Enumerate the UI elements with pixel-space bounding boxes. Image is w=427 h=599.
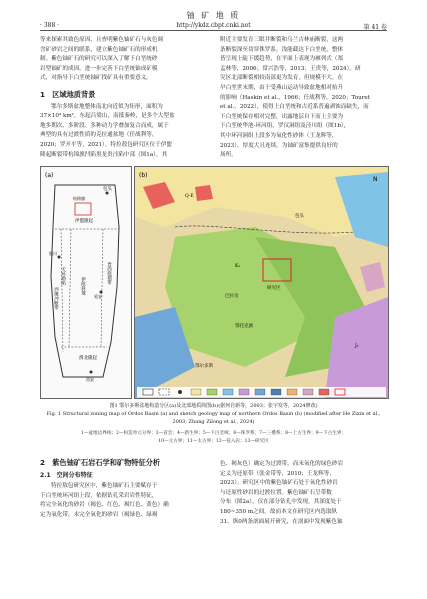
- right-line: 皆呈现上陡下缓趋势，在平面上表现为雁列式（郑: [220, 56, 344, 63]
- map-label: K₁: [235, 264, 241, 269]
- section-2-1-heading: 2.1 空间分布特征: [40, 471, 93, 479]
- right-line: 早白垩世末期，由于受燕山运动导致盆地相对抬升: [220, 84, 344, 91]
- section2-right-line: 180~350 m之间。故而本文在研究区内选取纵: [220, 508, 338, 515]
- section2-right-line: 与还原性砂岩的过渡位置。紫色铀矿石呈带数: [220, 489, 332, 496]
- right-line: 场所。: [220, 152, 237, 159]
- map-label: 渭北隆起: [79, 356, 97, 361]
- section1-line: 鄂尔多斯盆地整体南北向近似为矩形，面积为: [51, 103, 163, 110]
- section2-right-line: 2023）。研究区中的紫色铀矿石处于氧化性砂岩: [220, 480, 338, 487]
- right-line: 究区北部断裂相较南部更为发育，但规模不大。在: [220, 75, 344, 82]
- map-label: 天环坳陷: [60, 267, 66, 285]
- map-label: 西安: [86, 377, 94, 382]
- geology-sketch-map: [135, 167, 388, 398]
- right-line: 2023），厚度大且连续，为铀矿富集提供良好的: [220, 142, 338, 149]
- section1-line: 隆起断裂带杭锦旗凹陷黑龙贵洼陷中部（图1a），其: [40, 151, 168, 158]
- section1-line: 2020；罗开平等，2021）。特拉敖包研究区位于伊盟: [40, 141, 172, 148]
- section2-line: 特拉敖包研究区中，紫色铀矿石主要赋存于: [51, 483, 158, 490]
- right-column-bottom: [220, 460, 387, 527]
- legend-line-1: 1—盆地边界线；2—构造单元分界；3—省会；4—新生界；5—下白垩统；6—侏罗系；7—三叠系；8—上古生界；9—下古生界；: [80, 431, 347, 436]
- section2-right-line: 定义为还原带（张金带等，2010；王龙辉等，: [220, 470, 335, 477]
- map-label: 伊盟隆起: [75, 219, 93, 224]
- map-label: 包头: [295, 214, 304, 219]
- city-marker: [58, 256, 61, 259]
- page-number: · 388 ·: [40, 22, 60, 29]
- city-marker: [90, 371, 93, 374]
- section-2-heading: 2 紫色铀矿石岩石学和矿物特征分析: [40, 458, 161, 467]
- intro-line: 制。紫色铀矿石的研究可以深入了解下白垩统砂: [40, 56, 158, 63]
- section2-line: 定为氧化带，未完全氧化的砂岩（褐绿色、绿褐: [40, 511, 158, 518]
- map-label: 鄂尔多斯: [195, 364, 213, 369]
- panel-a-label: (a): [45, 172, 54, 179]
- intro-line: 等来探索其致色原因，且查明紫色铀矿石与灰色调: [40, 37, 164, 43]
- section1-line: 37×10⁴ km²，东起吕梁山，南抵秦岭，是多个大型盆: [40, 113, 175, 120]
- map-label: 西缘冲断带: [53, 287, 59, 310]
- figure-panel-a: [40, 166, 132, 399]
- section2-line: 下白垩统环河组上段，依据钻孔采岩岩性特征，: [40, 492, 158, 499]
- section1-line: 典型的具有过渡性质的克拉通盆地（任战利等，: [40, 132, 158, 139]
- panel-b-label: (b): [139, 172, 148, 179]
- map-label: 研究区: [267, 286, 281, 291]
- right-line: et al.，2022），使得上白垩统和古近系普遍剥蚀而缺失，而: [220, 104, 369, 111]
- figure-caption: [40, 402, 387, 426]
- right-line: 其中环河洞组上段多为氧化性砂体（王龙辉等，: [220, 132, 338, 139]
- legend-line-2: 10—元古界；11—太古界；12—侵入岩；13—研究区: [158, 439, 269, 444]
- north-arrow: N: [373, 176, 378, 183]
- basin-structure-map: [41, 167, 131, 398]
- section2-right-line: 31、纵0两条剖面展开研究，在剖面中发现紫色铀: [220, 518, 343, 525]
- map-label: 巴拉贡: [225, 294, 239, 299]
- right-column-top: [220, 36, 387, 161]
- section1-line: 地多期次、多阶段、多种动力学叠加复合而成，属于: [40, 122, 169, 129]
- map-label: J₂: [355, 344, 359, 349]
- map-label: 伊陕斜坡: [80, 277, 86, 295]
- right-line: 下白垩统保存相对完整，出露地层自下而上主要为: [220, 113, 344, 120]
- right-line: 的影响（Haskin et al.，1966；任战利等，2020；Touret: [220, 94, 370, 101]
- right-line: 下白垩统华池-环河组，罗汉洞组及泾川组（图1b），: [220, 123, 350, 130]
- map-label: 银川: [49, 251, 57, 256]
- intro-line: 式，对指导下白垩统铀矿找矿具有重要意义。: [40, 75, 152, 82]
- journal-title: 铀 矿 地 质: [186, 11, 241, 20]
- caption-en-line-1: Fig. 1 Structural zoning map of Ordos Basin (a) and sketch geology map of northern Ordos Basin (b) (modified after He Zixin et al.,: [46, 411, 381, 417]
- map-label: 鄂托克旗: [235, 324, 253, 329]
- volume-label: 第 41 卷: [363, 24, 387, 31]
- right-line: 附近主要发育三眼井断裂和乌兰吉林庙断裂，这两: [220, 37, 344, 43]
- map-label: 延安: [94, 294, 102, 299]
- map-label: 包头: [103, 187, 112, 192]
- map-label: 杭锦旗: [73, 196, 85, 201]
- right-line: 条断裂深至切穿侏罗系，浅能截达下白垩统，整体: [220, 46, 344, 53]
- intro-line: 含矿砂岩之间的联系，建立紫色铀矿石的形成机: [40, 46, 158, 53]
- figure-legend-text: [40, 430, 387, 446]
- section-1-heading: 1 区域地质背景: [40, 89, 96, 99]
- figure-panel-b: [134, 166, 389, 399]
- section2-line: 将完全氧化的砂岩（褐色、红色、褐红色、黄色）确: [40, 502, 169, 509]
- caption-en-line-2: 2003; Zhang Zilong et al., 2024): [172, 419, 255, 425]
- map-label: Q-E: [185, 194, 194, 199]
- intro-line: 岩型铀矿的成因，进一步完善下白垩统铀成矿模: [40, 65, 158, 72]
- left-column-top: [40, 36, 207, 160]
- section2-right-line: 色、褐灰色）确定为过渡带，而未氧化的绿色砂岩: [220, 461, 344, 467]
- caption-cn: 图1 鄂尔多斯盆地构造分区(a)及北部地质简图(b)(据何自新等，2003；张宇发等，2024修改): [109, 403, 318, 409]
- map-legend: [137, 387, 386, 397]
- journal-url: http://ykdz.cbpt.cnki.net: [176, 22, 251, 29]
- right-line: 孟林等，2006；常兴浩等，2013；王贵等，2024）。研: [220, 65, 361, 72]
- section2-right-line: 分布（图2a），仅在部分钻孔中发现，其深度处于: [220, 499, 342, 506]
- left-column-bottom: [40, 452, 207, 521]
- header-rule: [40, 30, 387, 31]
- map-label: 晋西挠褶带: [106, 262, 112, 285]
- unit-intrusive: [195, 185, 213, 201]
